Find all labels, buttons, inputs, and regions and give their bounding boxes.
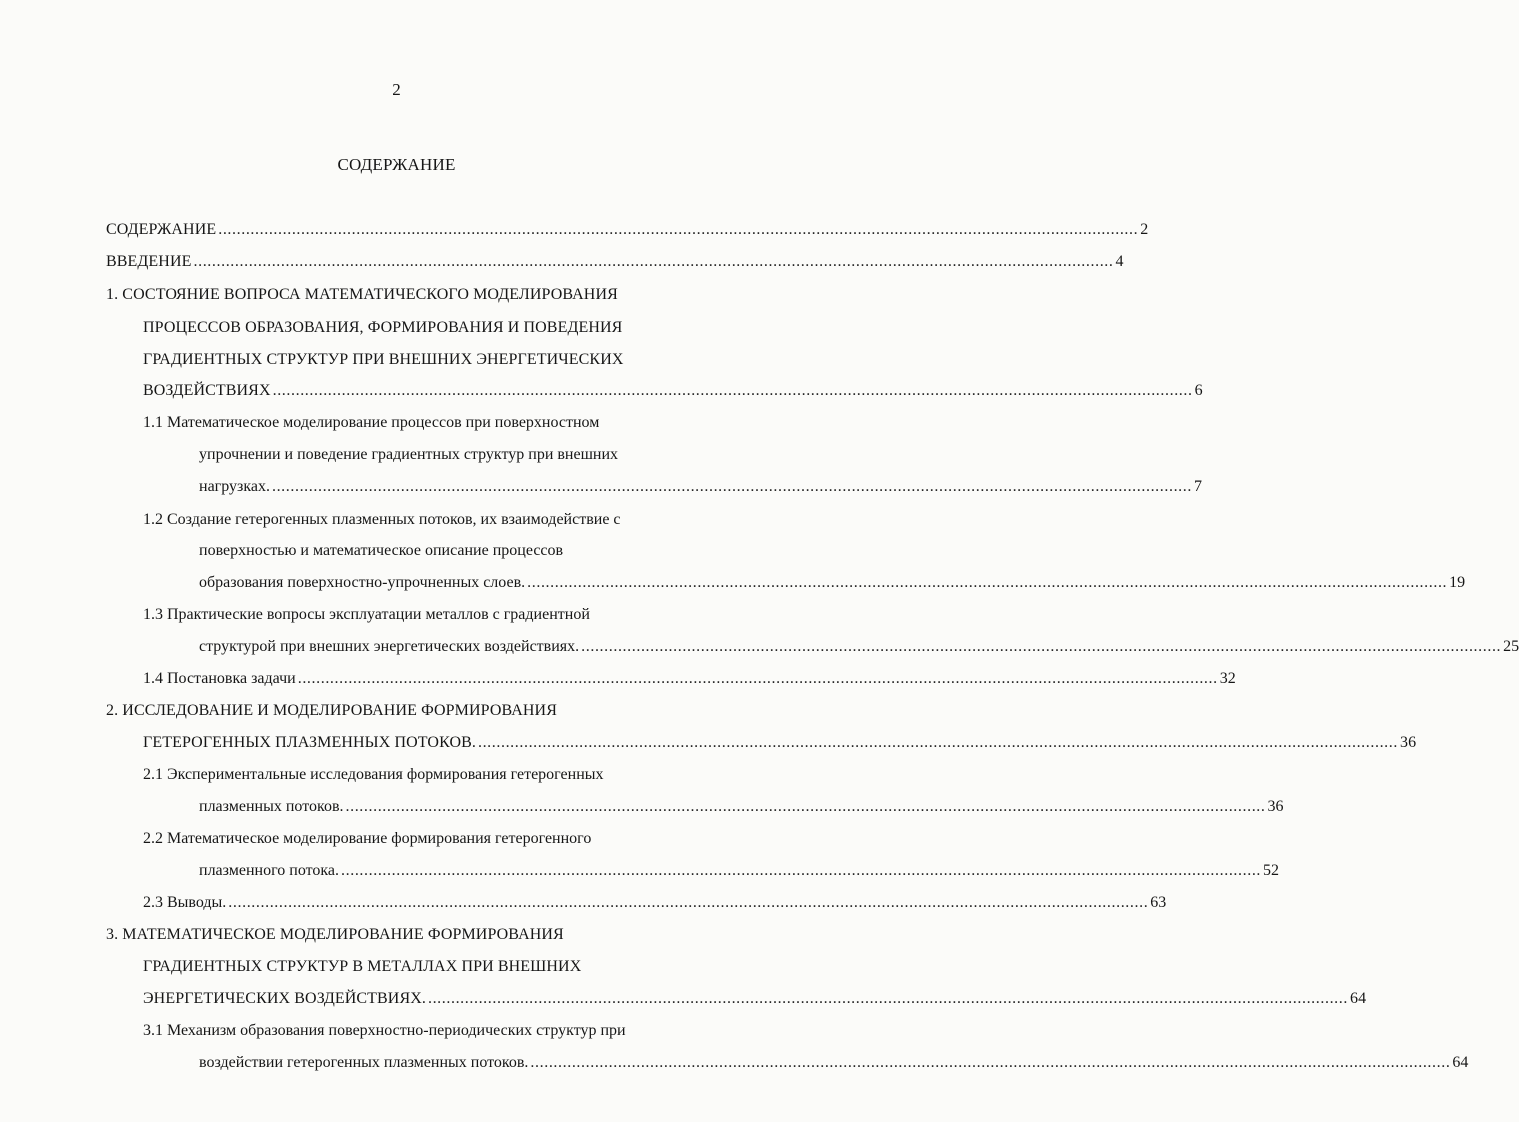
toc-section-1-1-line-2: упрочнении и поведение градиентных структур при внешних	[199, 446, 619, 463]
toc-leader: ........................................................................................................................................................................................................	[218, 221, 1139, 238]
toc-page: 4	[1115, 253, 1124, 270]
toc-entry-text: плазменных потоков.	[199, 798, 344, 815]
toc-entry-text: 2.3 Выводы.	[143, 894, 227, 911]
toc-page: 36	[1267, 798, 1284, 815]
toc-section-1-1-line-1: 1.1 Математическое моделирование процессов при поверхностном	[143, 414, 600, 431]
toc-leader: ........................................................................................................................................................................................................	[297, 670, 1218, 687]
toc-entry-text: ЭНЕРГЕТИЧЕСКИХ ВОЗДЕЙСТВИЯХ.	[143, 990, 426, 1007]
toc-chapter-1-line-2: ПРОЦЕССОВ ОБРАЗОВАНИЯ, ФОРМИРОВАНИЯ И ПОВЕДЕНИЯ	[143, 319, 623, 336]
toc-leader: ........................................................................................................................................................................................................	[527, 574, 1448, 591]
toc-page: 25	[1503, 638, 1519, 655]
toc-entry-text: плазменного потока.	[199, 862, 340, 879]
toc-chapter-3-line-1: 3. МАТЕМАТИЧЕСКОЕ МОДЕЛИРОВАНИЕ ФОРМИРОВАНИЯ	[106, 926, 564, 943]
toc-page: 6	[1194, 382, 1203, 399]
toc-chapter-1-line-1: 1. СОСТОЯНИЕ ВОПРОСА МАТЕМАТИЧЕСКОГО МОДЕЛИРОВАНИЯ	[106, 286, 618, 303]
toc-chapter-2-line-1: 2. ИССЛЕДОВАНИЕ И МОДЕЛИРОВАНИЕ ФОРМИРОВАНИЯ	[106, 702, 557, 719]
toc-entry-text: ВВЕДЕНИЕ	[106, 253, 192, 270]
toc-leader: ........................................................................................................................................................................................................	[581, 638, 1502, 655]
toc-page: 19	[1449, 574, 1466, 591]
toc-entry-vvedenie[interactable]	[106, 252, 1124, 272]
toc-entry-section-1-3[interactable]	[199, 637, 1519, 657]
toc-section-2-1-line-1: 2.1 Экспериментальные исследования формирования гетерогенных	[143, 766, 604, 783]
toc-page: 52	[1263, 862, 1280, 879]
toc-section-1-2-line-2: поверхностью и математическое описание процессов	[199, 542, 564, 559]
toc-page: 64	[1349, 990, 1367, 1007]
toc-page: 32	[1219, 670, 1236, 687]
page-title: СОДЕРЖАНИЕ	[337, 155, 456, 174]
toc-page: 63	[1150, 894, 1167, 911]
toc-entry-text: образования поверхностно-упрочненных слоев.	[199, 574, 526, 591]
toc-entry-chapter-1[interactable]	[143, 381, 1203, 401]
toc-page: 2	[1140, 221, 1149, 238]
toc-entry-text: воздействии гетерогенных плазменных потоков.	[199, 1054, 529, 1071]
toc-entry-text: нагрузках.	[199, 478, 270, 495]
toc-leader: ........................................................................................................................................................................................................	[272, 382, 1193, 399]
toc-entry-text: структурой при внешних энергетических воздействиях.	[199, 638, 580, 655]
toc-leader: ........................................................................................................................................................................................................	[530, 1054, 1451, 1071]
toc-section-2-2-line-1: 2.2 Математическое моделирование формирования гетерогенного	[143, 830, 592, 847]
toc-entry-section-1-4[interactable]	[143, 669, 1236, 689]
toc-leader: ........................................................................................................................................................................................................	[477, 734, 1398, 751]
toc-entry-text: СОДЕРЖАНИЕ	[106, 221, 217, 238]
toc-page: 36	[1399, 734, 1417, 751]
toc-entry-text: ВОЗДЕЙСТВИЯХ	[143, 382, 271, 399]
toc-entry-text: 1.4 Постановка задачи	[143, 670, 296, 687]
toc-leader: ........................................................................................................................................................................................................	[341, 862, 1262, 879]
toc-leader: ........................................................................................................................................................................................................	[345, 798, 1266, 815]
toc-section-1-2-line-1: 1.2 Создание гетерогенных плазменных потоков, их взаимодействие с	[143, 511, 621, 528]
page-number: 2	[392, 80, 401, 99]
toc-entry-chapter-2[interactable]	[143, 733, 1417, 753]
toc-leader: ........................................................................................................................................................................................................	[427, 990, 1348, 1007]
toc-entry-section-2-1[interactable]	[199, 797, 1284, 817]
toc-chapter-3-line-2: ГРАДИЕНТНЫХ СТРУКТУР В МЕТАЛЛАХ ПРИ ВНЕШНИХ	[143, 958, 582, 975]
toc-entry-soderzhanie[interactable]	[106, 220, 1149, 240]
toc-page: 7	[1193, 478, 1202, 495]
toc-entry-text: ГЕТЕРОГЕННЫХ ПЛАЗМЕННЫХ ПОТОКОВ.	[143, 734, 476, 751]
toc-section-1-3-line-1: 1.3 Практические вопросы эксплуатации металлов с градиентной	[143, 606, 590, 623]
toc-entry-section-1-2[interactable]	[199, 573, 1466, 593]
toc-entry-section-2-3[interactable]	[143, 893, 1167, 913]
toc-leader: ........................................................................................................................................................................................................	[271, 478, 1192, 495]
toc-entry-section-1-1[interactable]	[199, 477, 1202, 497]
toc-chapter-1-line-3: ГРАДИЕНТНЫХ СТРУКТУР ПРИ ВНЕШНИХ ЭНЕРГЕТИЧЕСКИХ	[143, 351, 624, 368]
toc-page: 64	[1452, 1054, 1469, 1071]
toc-entry-section-3-1[interactable]	[199, 1053, 1469, 1073]
toc-entry-chapter-3[interactable]	[143, 989, 1367, 1009]
toc-entry-section-2-2[interactable]	[199, 861, 1280, 881]
toc-leader: ........................................................................................................................................................................................................	[228, 894, 1149, 911]
toc-leader: ........................................................................................................................................................................................................	[193, 253, 1114, 270]
toc-section-3-1-line-1: 3.1 Механизм образования поверхностно-периодических структур при	[143, 1022, 626, 1039]
